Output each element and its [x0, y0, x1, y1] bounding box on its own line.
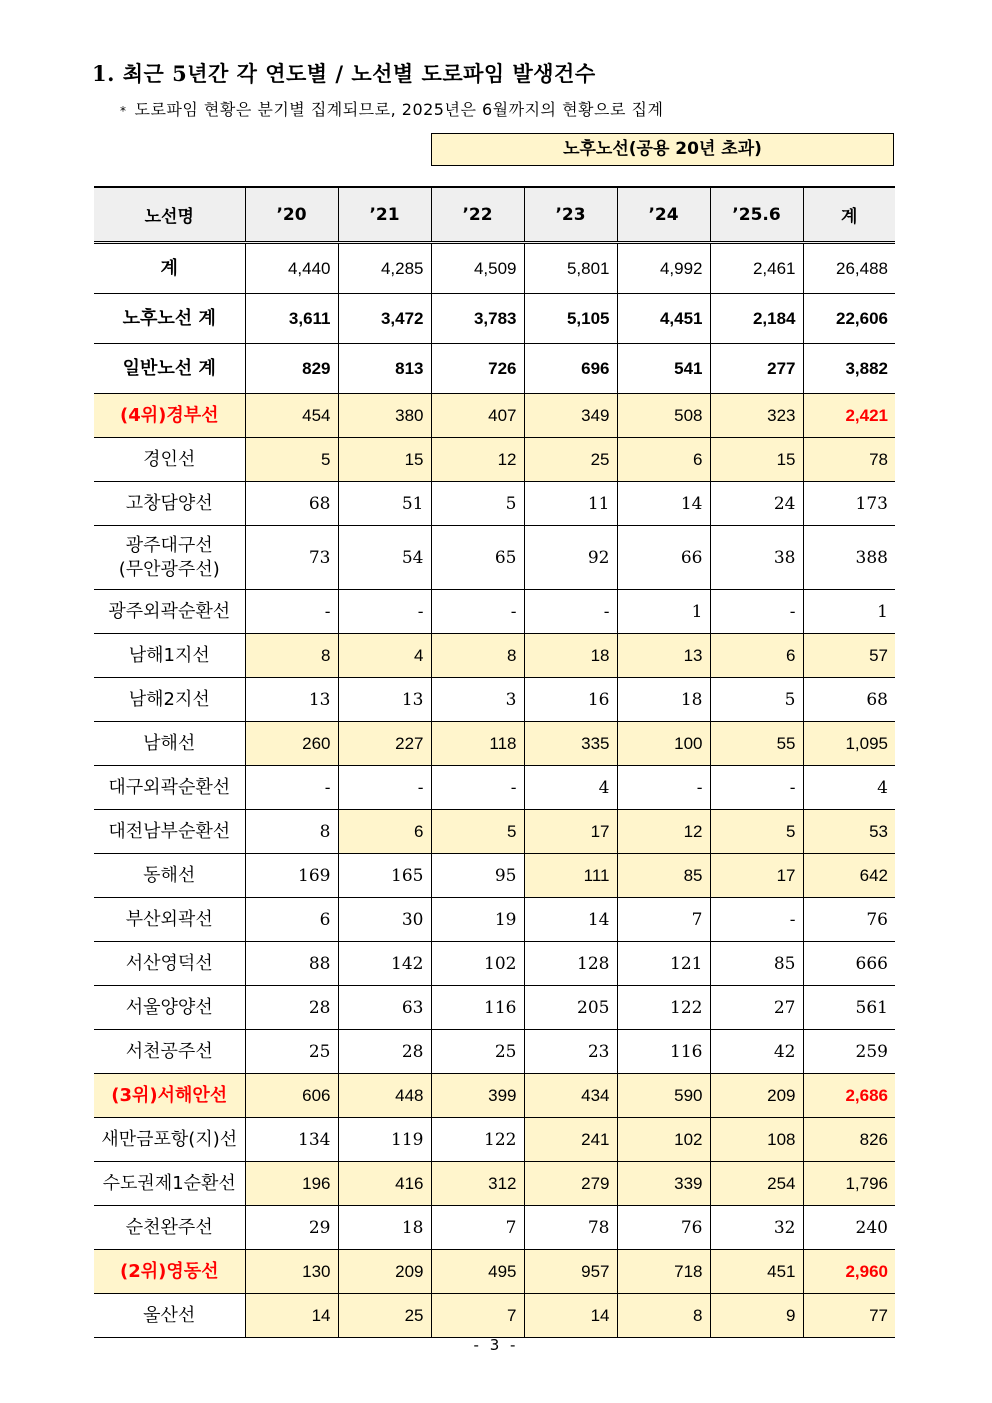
value-cell: 2,184 [710, 294, 803, 344]
value-cell: 666 [803, 942, 895, 986]
value-cell: 28 [338, 1030, 431, 1074]
value-cell: 42 [710, 1030, 803, 1074]
value-cell: 76 [617, 1206, 710, 1250]
value-cell: 209 [338, 1250, 431, 1294]
value-cell: 68 [245, 482, 338, 526]
header-year-23: ’23 [524, 187, 617, 243]
route-name-cell: 새만금포항(지)선 [94, 1118, 245, 1162]
value-cell: 165 [338, 854, 431, 898]
value-cell: 18 [338, 1206, 431, 1250]
value-cell: 3,783 [431, 294, 524, 344]
value-cell: 17 [710, 854, 803, 898]
value-cell: 541 [617, 344, 710, 394]
header-year-20: ’20 [245, 187, 338, 243]
route-name-cell: 일반노선 계 [94, 344, 245, 394]
value-cell: 78 [803, 438, 895, 482]
value-cell: 65 [431, 526, 524, 590]
value-cell: 22,606 [803, 294, 895, 344]
table-row [94, 482, 895, 526]
note-text: 도로파임 현황은 분기별 집계되므로, 2025년은 6월까지의 현황으로 집계 [134, 100, 664, 119]
value-cell: - [338, 590, 431, 634]
value-cell: 102 [431, 942, 524, 986]
value-cell: 57 [803, 634, 895, 678]
value-cell: 259 [803, 1030, 895, 1074]
value-cell: 5 [245, 438, 338, 482]
value-cell: 312 [431, 1162, 524, 1206]
route-name-cell: 고창담양선 [94, 482, 245, 526]
route-name-cell: 동해선 [94, 854, 245, 898]
value-cell: 451 [710, 1250, 803, 1294]
value-cell: 4 [524, 766, 617, 810]
value-cell: 4,451 [617, 294, 710, 344]
route-name-cell: (4위)경부선 [94, 394, 245, 438]
route-name-cell: 서천공주선 [94, 1030, 245, 1074]
value-cell: 15 [338, 438, 431, 482]
value-cell: - [710, 766, 803, 810]
value-cell: 102 [617, 1118, 710, 1162]
value-cell: 9 [710, 1294, 803, 1338]
value-cell: 66 [617, 526, 710, 590]
value-cell: 24 [710, 482, 803, 526]
value-cell: 5,105 [524, 294, 617, 344]
table-row [94, 294, 895, 344]
table-row [94, 1206, 895, 1250]
route-name-cell: 광주대구선 (무안광주선) [94, 526, 245, 590]
value-cell: 68 [803, 678, 895, 722]
value-cell: 119 [338, 1118, 431, 1162]
value-cell: 277 [710, 344, 803, 394]
note-marker: * [120, 104, 127, 118]
value-cell: 508 [617, 394, 710, 438]
value-cell: 15 [710, 438, 803, 482]
value-cell: 25 [245, 1030, 338, 1074]
value-cell: 209 [710, 1074, 803, 1118]
value-cell: 54 [338, 526, 431, 590]
value-cell: 260 [245, 722, 338, 766]
route-name-cell: 서산영덕선 [94, 942, 245, 986]
value-cell: 2,461 [710, 243, 803, 294]
header-year-22: ’22 [431, 187, 524, 243]
value-cell: 51 [338, 482, 431, 526]
route-name-cell: 대구외곽순환선 [94, 766, 245, 810]
route-name-cell: 남해2지선 [94, 678, 245, 722]
value-cell: 116 [431, 986, 524, 1030]
value-cell: 6 [338, 810, 431, 854]
value-cell: 77 [803, 1294, 895, 1338]
value-cell: - [245, 766, 338, 810]
value-cell: 4,440 [245, 243, 338, 294]
header-total: 계 [803, 187, 895, 243]
value-cell: 14 [524, 898, 617, 942]
value-cell: 8 [245, 634, 338, 678]
value-cell: 6 [245, 898, 338, 942]
table-row [94, 1118, 895, 1162]
value-cell: 92 [524, 526, 617, 590]
value-cell: 829 [245, 344, 338, 394]
value-cell: 6 [710, 634, 803, 678]
value-cell: 11 [524, 482, 617, 526]
table-row [94, 1294, 895, 1338]
value-cell: 173 [803, 482, 895, 526]
header-year-21: ’21 [338, 187, 431, 243]
table-row [94, 1074, 895, 1118]
value-cell: 4,992 [617, 243, 710, 294]
value-cell: 32 [710, 1206, 803, 1250]
value-cell: 339 [617, 1162, 710, 1206]
value-cell: 323 [710, 394, 803, 438]
value-cell: 205 [524, 986, 617, 1030]
value-cell: 813 [338, 344, 431, 394]
pothole-table [94, 186, 895, 1338]
value-cell: 5,801 [524, 243, 617, 294]
table-body [94, 243, 895, 1338]
note [120, 97, 663, 120]
value-cell: 38 [710, 526, 803, 590]
value-cell: 121 [617, 942, 710, 986]
value-cell: 13 [245, 678, 338, 722]
value-cell: 495 [431, 1250, 524, 1294]
route-name-cell: 광주외곽순환선 [94, 590, 245, 634]
value-cell: 349 [524, 394, 617, 438]
value-cell: 279 [524, 1162, 617, 1206]
value-cell: 1,095 [803, 722, 895, 766]
table-header-row [94, 187, 895, 243]
value-cell: 85 [710, 942, 803, 986]
table-row [94, 1250, 895, 1294]
value-cell: 30 [338, 898, 431, 942]
value-cell: 18 [524, 634, 617, 678]
route-name-cell: 남해1지선 [94, 634, 245, 678]
value-cell: 2,960 [803, 1250, 895, 1294]
table-row [94, 986, 895, 1030]
value-cell: 95 [431, 854, 524, 898]
value-cell: 241 [524, 1118, 617, 1162]
value-cell: 12 [431, 438, 524, 482]
value-cell: 826 [803, 1118, 895, 1162]
value-cell: 27 [710, 986, 803, 1030]
value-cell: 14 [617, 482, 710, 526]
value-cell: 448 [338, 1074, 431, 1118]
route-name-cell: 서울양양선 [94, 986, 245, 1030]
value-cell: 78 [524, 1206, 617, 1250]
value-cell: 5 [710, 678, 803, 722]
page-number: - 3 - [473, 1336, 519, 1354]
table-row [94, 942, 895, 986]
table-row [94, 243, 895, 294]
value-cell: 76 [803, 898, 895, 942]
route-name-cell: 순천완주선 [94, 1206, 245, 1250]
value-cell: 142 [338, 942, 431, 986]
table-row [94, 678, 895, 722]
value-cell: 25 [431, 1030, 524, 1074]
value-cell: 416 [338, 1162, 431, 1206]
value-cell: 16 [524, 678, 617, 722]
value-cell: 53 [803, 810, 895, 854]
value-cell: 957 [524, 1250, 617, 1294]
value-cell: 12 [617, 810, 710, 854]
value-cell: 3 [431, 678, 524, 722]
table-row [94, 634, 895, 678]
value-cell: 1 [617, 590, 710, 634]
table-row [94, 722, 895, 766]
page-title: 1. 최근 5년간 각 연도별 / 노선별 도로파임 발생건수 [92, 61, 596, 86]
legend-old-routes: 노후노선(공용 20년 초과) [431, 133, 894, 166]
value-cell: 642 [803, 854, 895, 898]
value-cell: - [710, 590, 803, 634]
value-cell: 128 [524, 942, 617, 986]
table-row [94, 1162, 895, 1206]
value-cell: 718 [617, 1250, 710, 1294]
table-row [94, 1030, 895, 1074]
value-cell: 696 [524, 344, 617, 394]
table-row [94, 590, 895, 634]
value-cell: 14 [245, 1294, 338, 1338]
value-cell: 2,686 [803, 1074, 895, 1118]
value-cell: 8 [431, 634, 524, 678]
route-name-cell: 계 [94, 243, 245, 294]
value-cell: 8 [617, 1294, 710, 1338]
value-cell: 196 [245, 1162, 338, 1206]
value-cell: 169 [245, 854, 338, 898]
value-cell: 7 [431, 1294, 524, 1338]
value-cell: 111 [524, 854, 617, 898]
value-cell: 5 [710, 810, 803, 854]
value-cell: 6 [617, 438, 710, 482]
value-cell: 8 [245, 810, 338, 854]
value-cell: - [431, 766, 524, 810]
value-cell: 3,472 [338, 294, 431, 344]
value-cell: 63 [338, 986, 431, 1030]
table-row [94, 766, 895, 810]
value-cell: - [338, 766, 431, 810]
table-row [94, 394, 895, 438]
value-cell: 122 [617, 986, 710, 1030]
value-cell: 1,796 [803, 1162, 895, 1206]
table-row [94, 344, 895, 394]
value-cell: 407 [431, 394, 524, 438]
table-row [94, 526, 895, 590]
value-cell: 25 [338, 1294, 431, 1338]
table-row [94, 854, 895, 898]
value-cell: 7 [617, 898, 710, 942]
route-name-cell: 울산선 [94, 1294, 245, 1338]
value-cell: 2,421 [803, 394, 895, 438]
route-name-cell: 수도권제1순환선 [94, 1162, 245, 1206]
value-cell: 14 [524, 1294, 617, 1338]
route-name-cell: (2위)영동선 [94, 1250, 245, 1294]
value-cell: 454 [245, 394, 338, 438]
header-route-name: 노선명 [94, 187, 245, 243]
value-cell: 130 [245, 1250, 338, 1294]
route-name-cell: 대전남부순환선 [94, 810, 245, 854]
value-cell: 73 [245, 526, 338, 590]
value-cell: 590 [617, 1074, 710, 1118]
value-cell: - [617, 766, 710, 810]
table-row [94, 810, 895, 854]
value-cell: 4 [803, 766, 895, 810]
value-cell: 116 [617, 1030, 710, 1074]
value-cell: 5 [431, 482, 524, 526]
value-cell: - [431, 590, 524, 634]
value-cell: 25 [524, 438, 617, 482]
value-cell: 100 [617, 722, 710, 766]
value-cell: - [710, 898, 803, 942]
value-cell: 4 [338, 634, 431, 678]
value-cell: 5 [431, 810, 524, 854]
route-name-cell: 남해선 [94, 722, 245, 766]
value-cell: 4,285 [338, 243, 431, 294]
table-row [94, 898, 895, 942]
value-cell: 726 [431, 344, 524, 394]
value-cell: 17 [524, 810, 617, 854]
value-cell: 18 [617, 678, 710, 722]
value-cell: 254 [710, 1162, 803, 1206]
route-name-cell: 부산외곽선 [94, 898, 245, 942]
value-cell: 240 [803, 1206, 895, 1250]
value-cell: 19 [431, 898, 524, 942]
value-cell: 335 [524, 722, 617, 766]
value-cell: 108 [710, 1118, 803, 1162]
value-cell: 55 [710, 722, 803, 766]
value-cell: 227 [338, 722, 431, 766]
value-cell: 13 [617, 634, 710, 678]
value-cell: 606 [245, 1074, 338, 1118]
header-year-25-6: ’25.6 [710, 187, 803, 243]
value-cell: 13 [338, 678, 431, 722]
value-cell: - [245, 590, 338, 634]
value-cell: 388 [803, 526, 895, 590]
value-cell: 118 [431, 722, 524, 766]
value-cell: 85 [617, 854, 710, 898]
value-cell: 399 [431, 1074, 524, 1118]
value-cell: 380 [338, 394, 431, 438]
value-cell: 134 [245, 1118, 338, 1162]
route-name-cell: (3위)서해안선 [94, 1074, 245, 1118]
value-cell: 4,509 [431, 243, 524, 294]
value-cell: 561 [803, 986, 895, 1030]
value-cell: 29 [245, 1206, 338, 1250]
value-cell: - [524, 590, 617, 634]
route-name-cell: 경인선 [94, 438, 245, 482]
value-cell: 7 [431, 1206, 524, 1250]
value-cell: 1 [803, 590, 895, 634]
value-cell: 23 [524, 1030, 617, 1074]
value-cell: 122 [431, 1118, 524, 1162]
value-cell: 3,611 [245, 294, 338, 344]
route-name-cell: 노후노선 계 [94, 294, 245, 344]
table-row [94, 438, 895, 482]
value-cell: 88 [245, 942, 338, 986]
value-cell: 28 [245, 986, 338, 1030]
header-year-24: ’24 [617, 187, 710, 243]
value-cell: 3,882 [803, 344, 895, 394]
value-cell: 26,488 [803, 243, 895, 294]
value-cell: 434 [524, 1074, 617, 1118]
